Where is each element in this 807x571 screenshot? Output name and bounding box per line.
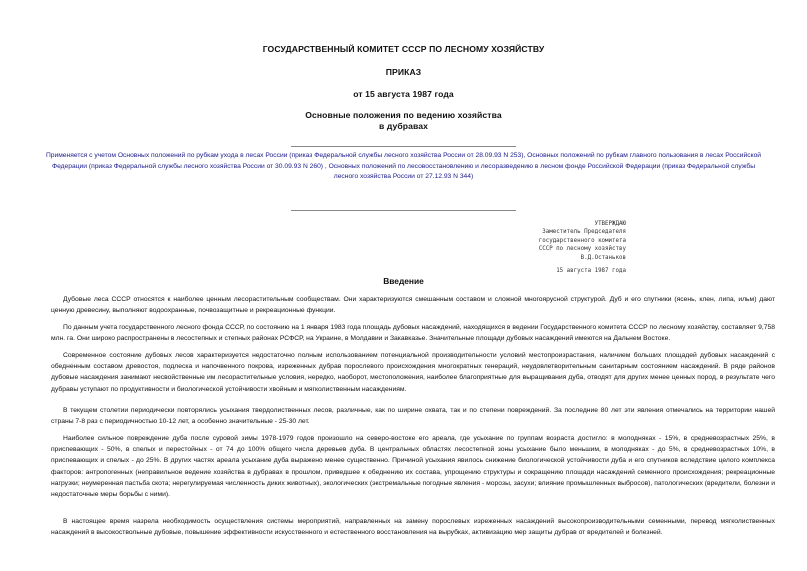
note-prefix: Применяется с учетом [45,152,118,159]
paragraph: По данным учета государственного лесного фонда СССР, по состоянию на 1 января 1983 года площадь дубовых насаждений, находящихся в ведении Государственного комитета СССР по лесному хозяйству, составляет 9,758 млн. га. Они широко распространены в лесостепных и степных районах РСФСР, на Украине, в Молдавии и Закавказье. Значительные площади дубовых насаждений имеются на Дальнем Востоке. [51,324,775,343]
paragraph: В настоящее время назрела необходимость осуществления системы мероприятий, направленных на замену порослевых изреженных насаждений высокопроизводительными семенными, перевод мягколиственных насаждений в высокоствольные дубовые, повышение эффективности искусственного и естественного восстановления на вырубках, активизацию мер защиты дубрав от вредителей и болезней. [51,518,775,537]
approval-date: 15 августа 1987 года [556,268,626,274]
order-date: от 15 августа 1987 года [353,89,454,99]
approval-block: УТВЕРЖДАЮ Заместитель Председателя государственного комитета СССР по лесному хозяйству В.Д.Останьков [538,221,626,261]
paragraph: В текущем столетии периодически повторялись усыхания твердолиственных лесов, различные, как по ширине охвата, так и по степени повреждений. За последние 80 лет эти явления отмечались на территории нашей страны 7-8 раз с периодичностью 10-12 лет, а особенно значительные - 25-30 лет. [51,407,775,426]
committee-heading: ГОСУДАРСТВЕННЫЙ КОМИТЕТ СССР ПО ЛЕСНОМУ ХОЗЯЙСТВУ [262,44,545,54]
note-separator: , [523,152,528,159]
paragraph: Дубовые леса СССР относятся к наиболее ценным лесорастительным сообществам. Они характеризуются смешанным составом и сложной многоярусной структурой. Дуб и его спутники (ясень, клен, липа, ильм) дают ценную древесину, выполняют водоохранные, почвозащитные и рекреационные функции. [51,296,775,315]
applicability-note [40,151,767,183]
note-link-main-felling[interactable]: Основных положений по рубкам главного пользования в лесах Российской Федерации (приказ Федеральной службы лесного хозяйства России от 30.09.93 N 260) [51,152,762,170]
document-title [0,110,807,132]
document-title-line2: в дубравах [378,121,429,131]
paragraph: Наиболее сильное повреждение дуба после суровой зимы 1978-1979 годов произошло на северо-востоке его ареала, где усыхание по группам возраста достигло: в молодняках - 15%, в средневозрастных 25%, в приспевающих - 50%, в спелых и перестойных - от 74 до 100% общего числа деревьев дуба. В центральных областях лесостепной зоны усыхание было меньшим, в молодняках - до 5%, в средневозрастных 10%, в приспевающих и спелых - до 25%. В других частях ареала усыхание дуба выражено менее существенно. Причиной усыхания явилось снижение биологической устойчивости дуба и его спутников вследствие целого комплекса факторов: антропогенных (неправильное ведение хозяйства в дубравах в прошлом, приведшее к обеднению их состава, упрощению структуры и сокращению площади насаждений семенного происхождения; рекреационные нагрузки; неумеренная пастьба скота; нерегулируемая численность диких животных), экологических (экстремальные погодные явления - морозы, засухи; влияние промышленных выбросов), патологических (вредители, болезни и недостаточные меры борьбы с ними). [51,435,775,499]
section-title: Введение [383,276,424,286]
note-link-thinning[interactable]: Основных положений по рубкам ухода в лесах России (приказ Федеральной службы лесного хозяйства России от 28.09.93 N 253) [117,152,524,159]
note-separator: , [323,162,329,170]
note-link-reforestation[interactable]: Основных положений по лесовосстановлению и лесоразведению в лесном фонде Российской Федерации (приказ Федеральной службы лесного хозяйства России от 27.12.93 N 344) [328,162,756,181]
order-heading: ПРИКАЗ [385,67,422,77]
paragraph: Современное состояние дубовых лесов характеризуется недостаточно полным использованием потенциальной производительности условий местопроизрастания, наличием больших площадей дубовых насаждений с обедненным составом древостоя, подлеска и напочвенного покрова, изреженных дубрав порослевого происхождения многократных генераций, неудовлетворительным санитарным состоянием насаждений. В ряде районов дубовые насаждения занимают несвойственные им лесорастительные условия, нередко, наоборот, местоположения, наиболее благоприятные для выращивания дуба, отводят для других менее ценных пород, в результате чего дубравы уступают по продуктивности и биологической устойчивости хвойным и мягколиственным насаждениям. [51,352,775,393]
document-title-line1: Основные положения по ведению хозяйства [305,110,502,120]
divider-top [291,146,516,147]
divider-bottom [291,210,516,211]
